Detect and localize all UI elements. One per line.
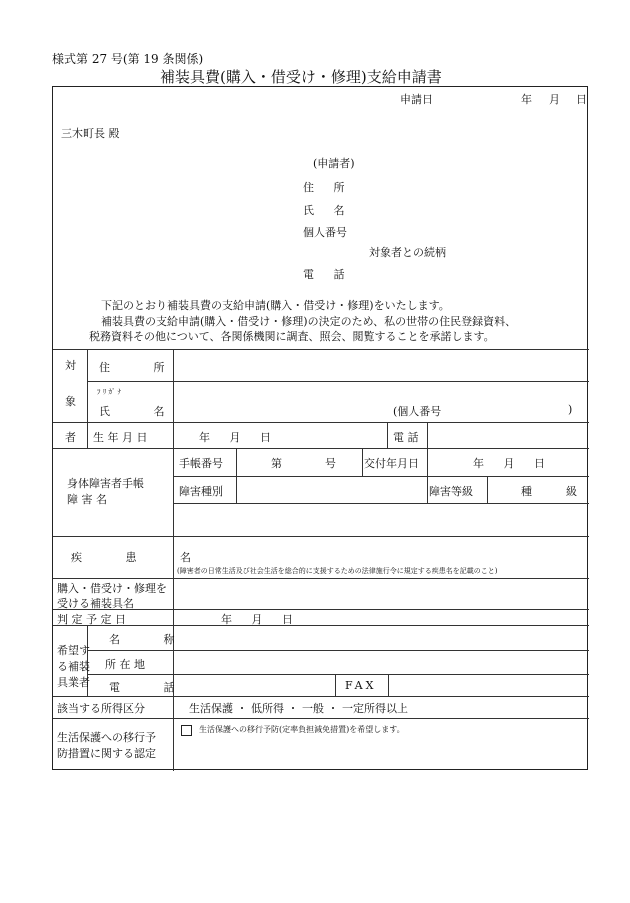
transition-label-1: 生活保護への移行予 xyxy=(57,731,156,744)
applicant-relation-label: 対象者との続柄 xyxy=(369,246,446,259)
judgement-date-ymd: 年 月 日 xyxy=(221,613,301,626)
target-char-1: 対 xyxy=(65,359,76,372)
vendor-phone-label: 電 話 xyxy=(109,681,195,694)
applicant-address-label: 住 所 xyxy=(303,181,353,194)
transition-label-2: 防措置に関する認定 xyxy=(57,747,156,760)
application-form xyxy=(52,86,588,770)
personal-number-label: (個人番号 xyxy=(393,405,442,418)
handbook-number-label: 手帳番号 xyxy=(179,457,223,470)
personal-number-close: ) xyxy=(568,403,573,416)
disability-grade-label: 障害等級 xyxy=(429,485,473,498)
addressee: 三木町長 殿 xyxy=(61,127,120,140)
date-day-label: 日 xyxy=(576,93,587,106)
vendor-name-label: 名 称 xyxy=(109,633,195,646)
date-month-label: 月 xyxy=(549,93,560,106)
handbook-label-1: 身体障害者手帳 xyxy=(67,477,144,490)
applicant-header: (申請者) xyxy=(313,157,355,170)
birthdate-ymd: 年 月 日 xyxy=(199,431,279,444)
target-phone-label: 電 話 xyxy=(393,431,419,444)
device-label-1: 購入・借受け・修理を xyxy=(57,582,167,595)
target-name-label: 氏 名 xyxy=(99,405,185,418)
transition-check-text: 生活保護への移行予防(定率負担減免措置)を希望します。 xyxy=(199,725,405,734)
application-date-label: 申請日 xyxy=(400,93,433,106)
income-class-label: 該当する所得区分 xyxy=(57,702,145,715)
judgement-date-label: 判 定 予 定 日 xyxy=(57,613,126,626)
furigana-label: ﾌ ﾘ ｶﾞ ﾅ xyxy=(97,388,122,396)
issue-date-ymd: 年 月 日 xyxy=(473,457,553,470)
disease-note: (障害者の日常生活及び社会生活を総合的に支援するための法律施行令に規定する疾患名を記載のこと) xyxy=(177,567,498,575)
handbook-dai: 第 xyxy=(271,457,282,470)
vendor-label-2: る補装 xyxy=(57,660,90,673)
grade-shu: 種 xyxy=(521,485,532,498)
applicant-name-label: 氏 名 xyxy=(303,204,353,217)
disease-label: 疾 患 名 xyxy=(71,551,211,564)
declaration-line-3: 税務資料その他について、各関係機関に調査、照会、閲覧することを承諾します。 xyxy=(89,330,495,343)
grade-kyu: 級 xyxy=(566,485,577,498)
vendor-location-label: 所 在 地 xyxy=(105,658,145,671)
declaration-line-2: 補装具費の支給申請(購入・借受け・修理)の決定のため、私の世帯の住民登録資料、 xyxy=(101,315,517,328)
form-number: 様式第 27 号(第 19 条関係) xyxy=(52,52,204,66)
issue-date-label: 交付年月日 xyxy=(364,457,419,470)
date-year-label: 年 xyxy=(521,93,532,106)
target-address-label: 住 所 xyxy=(99,361,185,374)
device-label-2: 受ける補装具名 xyxy=(57,597,134,610)
transition-checkbox[interactable] xyxy=(181,725,192,736)
vendor-label-3: 具業者 xyxy=(57,676,90,689)
applicant-phone-label: 電 話 xyxy=(303,268,353,281)
target-char-2: 象 xyxy=(65,395,76,408)
declaration-line-1: 下記のとおり補装具費の支給申請(購入・借受け・修理)をいたします。 xyxy=(101,299,450,312)
income-options[interactable]: 生活保護 ・ 低所得 ・ 一般 ・ 一定所得以上 xyxy=(189,702,408,715)
page-title: 補装具費(購入・借受け・修理)支給申請書 xyxy=(160,68,442,86)
disability-type-label: 障害種別 xyxy=(179,485,223,498)
target-char-3: 者 xyxy=(65,431,76,444)
handbook-label-2: 障 害 名 xyxy=(67,493,107,506)
handbook-go: 号 xyxy=(325,457,336,470)
birthdate-label: 生 年 月 日 xyxy=(93,431,148,444)
fax-label: FAX xyxy=(345,679,377,692)
applicant-number-label: 個人番号 xyxy=(303,226,347,239)
vendor-label-1: 希望す xyxy=(57,644,90,657)
